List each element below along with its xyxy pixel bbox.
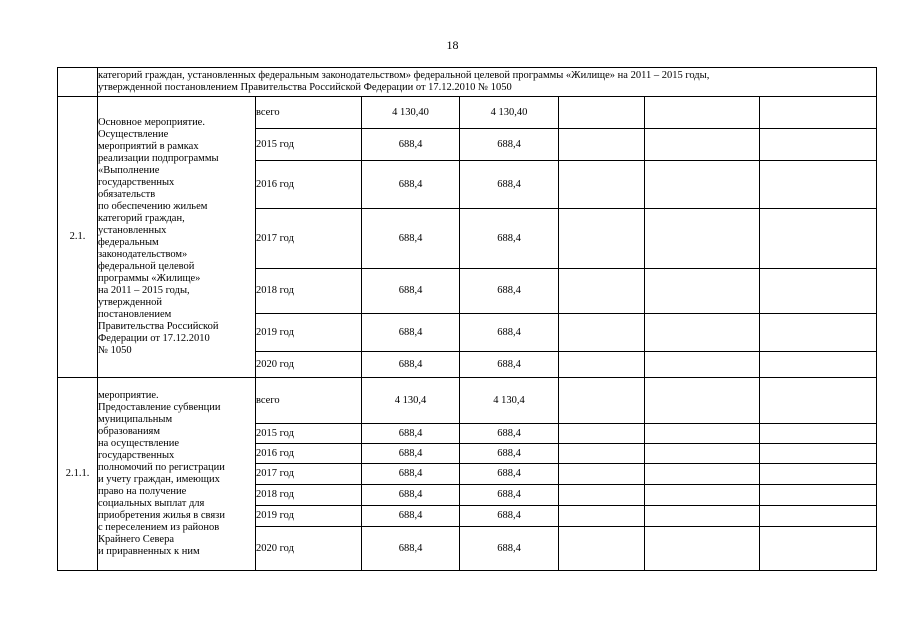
total-amount: 688,4 [362,209,460,269]
total-amount: 688,4 [362,444,460,464]
period-label: 2017 год [256,209,362,269]
page-number: 18 [446,38,459,52]
empty-cell [760,424,877,444]
funding-table [57,67,877,571]
empty-cell [645,464,760,485]
federal-amount: 688,4 [460,485,559,506]
federal-amount: 688,4 [460,161,559,209]
empty-cell [559,424,645,444]
period-label: 2015 год [256,129,362,161]
empty-cell [645,506,760,527]
federal-amount: 688,4 [460,352,559,378]
table-row [58,378,877,424]
total-amount: 688,4 [362,424,460,444]
total-amount: 4 130,4 [362,378,460,424]
total-amount: 688,4 [362,161,460,209]
empty-cell [760,485,877,506]
empty-cell [559,209,645,269]
federal-amount: 4 130,4 [460,378,559,424]
header-empty-cell [58,68,98,97]
empty-cell [760,527,877,571]
empty-cell [760,269,877,314]
empty-cell [645,352,760,378]
empty-cell [559,97,645,129]
period-label: 2017 год [256,464,362,485]
empty-cell [760,444,877,464]
empty-cell [760,352,877,378]
empty-cell [645,209,760,269]
total-amount: 688,4 [362,352,460,378]
federal-amount: 688,4 [460,444,559,464]
empty-cell [645,378,760,424]
empty-cell [559,464,645,485]
federal-amount: 688,4 [460,506,559,527]
section-description: мероприятие. Предоставление субвенции муниципальным образованиям на осуществление государственных полномочий по регистрации и учету граждан, имеющих право на получение социальных выплат для приобретения жилья в связи с переселением из районов Крайнего Севера и приравненных к ним [98,378,256,571]
empty-cell [645,161,760,209]
federal-amount: 688,4 [460,314,559,352]
empty-cell [760,97,877,129]
federal-amount: 688,4 [460,527,559,571]
empty-cell [645,129,760,161]
empty-cell [559,485,645,506]
header-continuation-row [58,68,877,97]
subprogram-title: категорий граждан, установленных федеральным законодательством» федеральной целевой программы «Жилище» на 2011 – 2015 годы, утвержденной постановлением Правительства Российской Федерации от 17.12.2010 № 1050 [98,68,877,97]
empty-cell [645,314,760,352]
empty-cell [760,129,877,161]
empty-cell [760,314,877,352]
empty-cell [559,129,645,161]
section-number: 2.1.1. [58,378,98,571]
federal-amount: 4 130,40 [460,97,559,129]
empty-cell [559,314,645,352]
empty-cell [559,352,645,378]
empty-cell [559,506,645,527]
empty-cell [645,269,760,314]
total-amount: 688,4 [362,527,460,571]
period-label: 2018 год [256,269,362,314]
empty-cell [559,161,645,209]
empty-cell [760,506,877,527]
empty-cell [760,464,877,485]
empty-cell [559,527,645,571]
total-amount: 688,4 [362,506,460,527]
empty-cell [645,527,760,571]
period-label: 2016 год [256,444,362,464]
total-amount: 688,4 [362,314,460,352]
period-label: 2019 год [256,506,362,527]
total-amount: 688,4 [362,485,460,506]
empty-cell [645,485,760,506]
empty-cell [645,97,760,129]
total-amount: 688,4 [362,129,460,161]
period-label: 2018 год [256,485,362,506]
section-description: Основное мероприятие. Осуществление мероприятий в рамках реализации подпрограммы «Выполнение государственных обязательств по обеспечению жильем категорий граждан, установленных федеральным законодательством» федеральной целевой программы «Жилище» на 2011 – 2015 годы, утвержденной постановлением Правительства Российской Федерации от 17.12.2010 № 1050 [98,97,256,378]
federal-amount: 688,4 [460,424,559,444]
period-label: всего [256,378,362,424]
empty-cell [760,378,877,424]
period-label: 2020 год [256,527,362,571]
total-amount: 4 130,40 [362,97,460,129]
empty-cell [559,378,645,424]
empty-cell [559,269,645,314]
period-label: 2019 год [256,314,362,352]
empty-cell [559,444,645,464]
table-row [58,97,877,129]
period-label: 2020 год [256,352,362,378]
empty-cell [645,444,760,464]
total-amount: 688,4 [362,464,460,485]
total-amount: 688,4 [362,269,460,314]
empty-cell [645,424,760,444]
federal-amount: 688,4 [460,209,559,269]
period-label: 2016 год [256,161,362,209]
section-number: 2.1. [58,97,98,378]
federal-amount: 688,4 [460,129,559,161]
empty-cell [760,209,877,269]
period-label: 2015 год [256,424,362,444]
empty-cell [760,161,877,209]
federal-amount: 688,4 [460,269,559,314]
period-label: всего [256,97,362,129]
federal-amount: 688,4 [460,464,559,485]
